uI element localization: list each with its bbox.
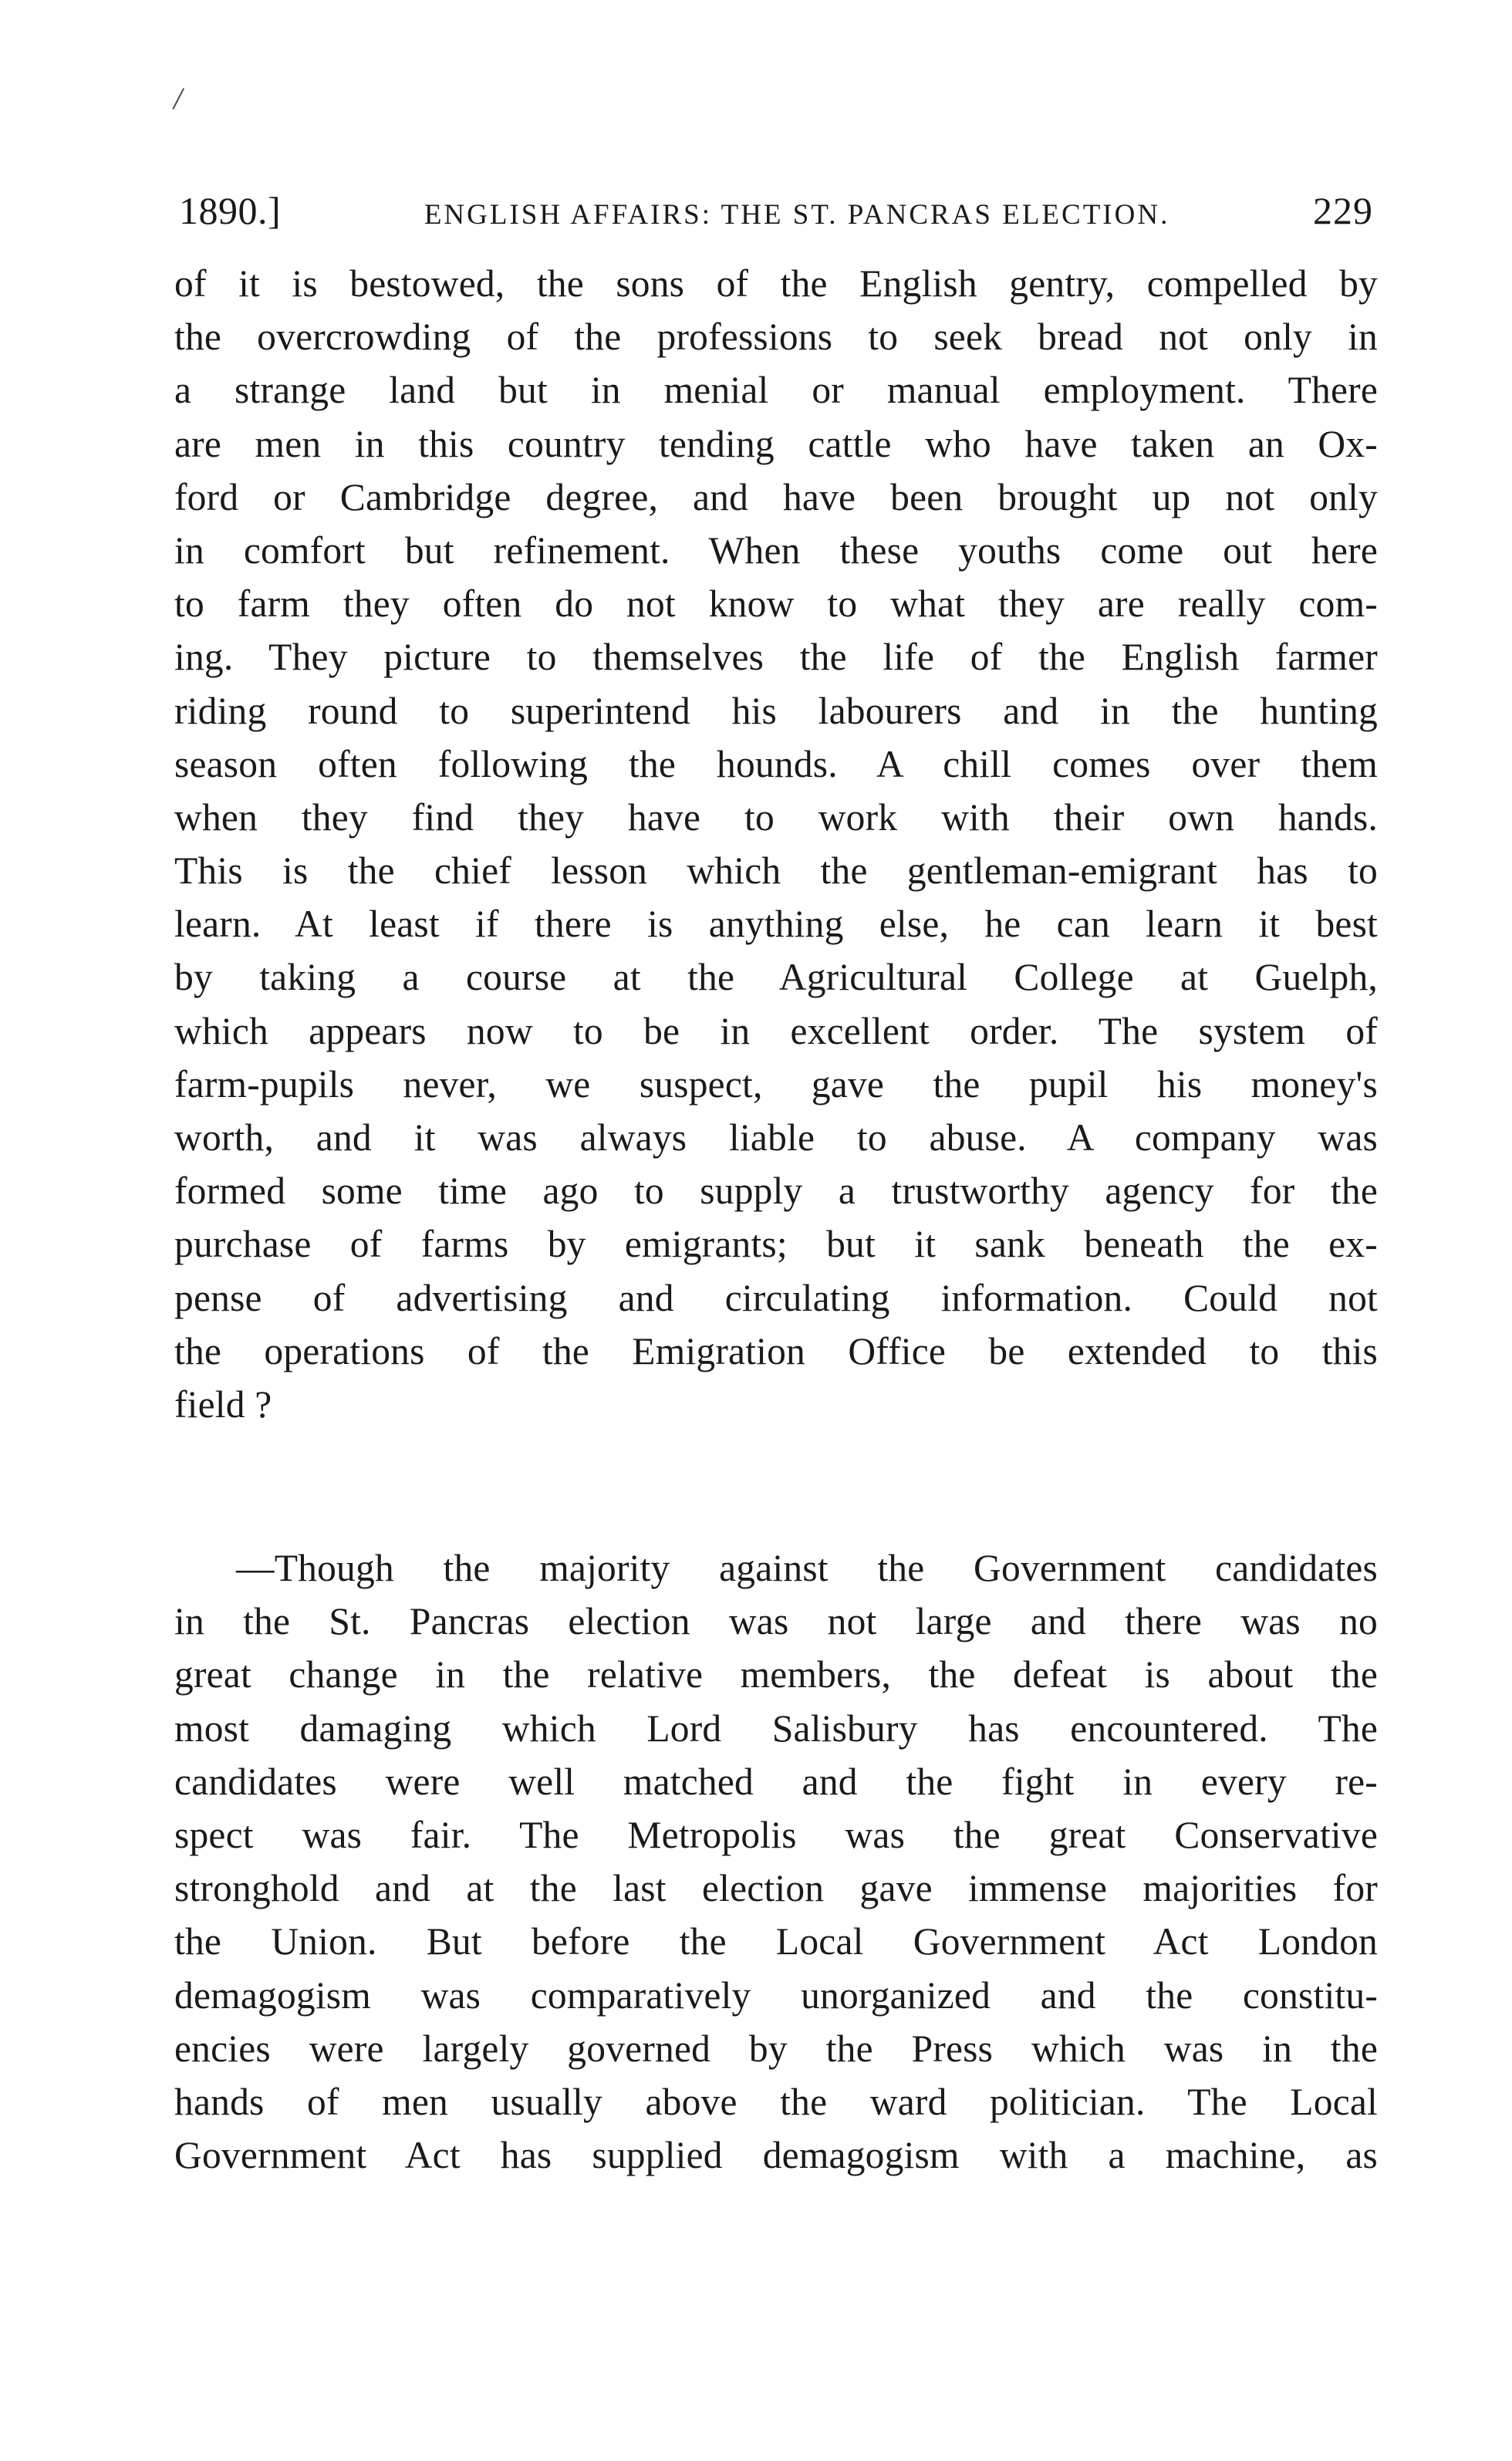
text-line: which appears now to be in excellent order. The system of [174,1009,1378,1052]
text-line: This is the chief lesson which the gentleman-emigrant has to [174,849,1378,893]
text-line: stronghold and at the last election gave immense majorities for [174,1867,1378,1910]
text-line: when they find they have to work with their own hands. [174,795,1378,839]
text-line: pense of advertising and circulating information. Could not [174,1276,1378,1319]
text-line: learn. At least if there is anything else, he can learn it best [174,903,1378,946]
text-line: the operations of the Emigration Office be extended to this [174,1329,1378,1372]
text-line: season often following the hounds. A chill comes over them [174,742,1378,785]
page-number: 229 [1313,189,1373,232]
text-line: in comfort but refinement. When these youths come out here [174,528,1378,572]
text-line: spect was fair. The Metropolis was the great Conservative [174,1813,1378,1856]
text-line: encies were largely governed by the Press which was in the [174,2027,1378,2070]
text-line: in the St. Pancras election was not large and there was no [174,1600,1378,1643]
text-line: Government Act has supplied demagogism with a machine, as [174,2134,1378,2177]
text-line: purchase of farms by emigrants; but it sank beneath the ex- [174,1223,1378,1266]
text-line: are men in this country tending cattle who have taken an Ox- [174,422,1378,465]
text-line: most damaging which Lord Salisbury has encountered. The [174,1706,1378,1750]
text-line: the Union. But before the Local Government Act London [174,1920,1378,1963]
text-line: field ? [174,1382,272,1426]
text-line: ing. They picture to themselves the life of the English farmer [174,636,1378,679]
running-head-year: 1890.] [179,189,282,232]
paragraph-emigration [174,257,1378,1431]
paragraph-st-pancras [174,1541,1378,2182]
text-line: great change in the relative members, the defeat is about the [174,1653,1378,1696]
text-line: formed some time ago to supply a trustworthy agency for the [174,1170,1378,1213]
text-line: of it is bestowed, the sons of the English gentry, compelled by [174,262,1378,305]
text-line: by taking a course at the Agricultural College at Guelph, [174,956,1378,999]
text-line: —Though the majority against the Government candidates [236,1547,1378,1589]
text-line: farm-pupils never, we suspect, gave the pupil his money's [174,1062,1378,1106]
text-line: the overcrowding of the professions to seek bread not only in [174,316,1378,359]
text-line: ford or Cambridge degree, and have been brought up not only [174,475,1378,518]
text-line: candidates were well matched and the fight in every re- [174,1760,1378,1803]
text-line: hands of men usually above the ward politician. The Local [174,2080,1378,2123]
running-head-title: ENGLISH AFFAIRS: THE ST. PANCRAS ELECTION. [424,199,1170,231]
text-line: a strange land but in menial or manual employment. There [174,369,1378,412]
text-line: to farm they often do not know to what they are really com- [174,582,1378,626]
text-line: worth, and it was always liable to abuse. A company was [174,1116,1378,1159]
text-line: riding round to superintend his labourers and in the hunting [174,689,1378,732]
running-head [179,188,1373,236]
text-line: demagogism was comparatively unorganized and the constitu- [174,1973,1378,2017]
stray-pen-mark: / [174,81,183,116]
